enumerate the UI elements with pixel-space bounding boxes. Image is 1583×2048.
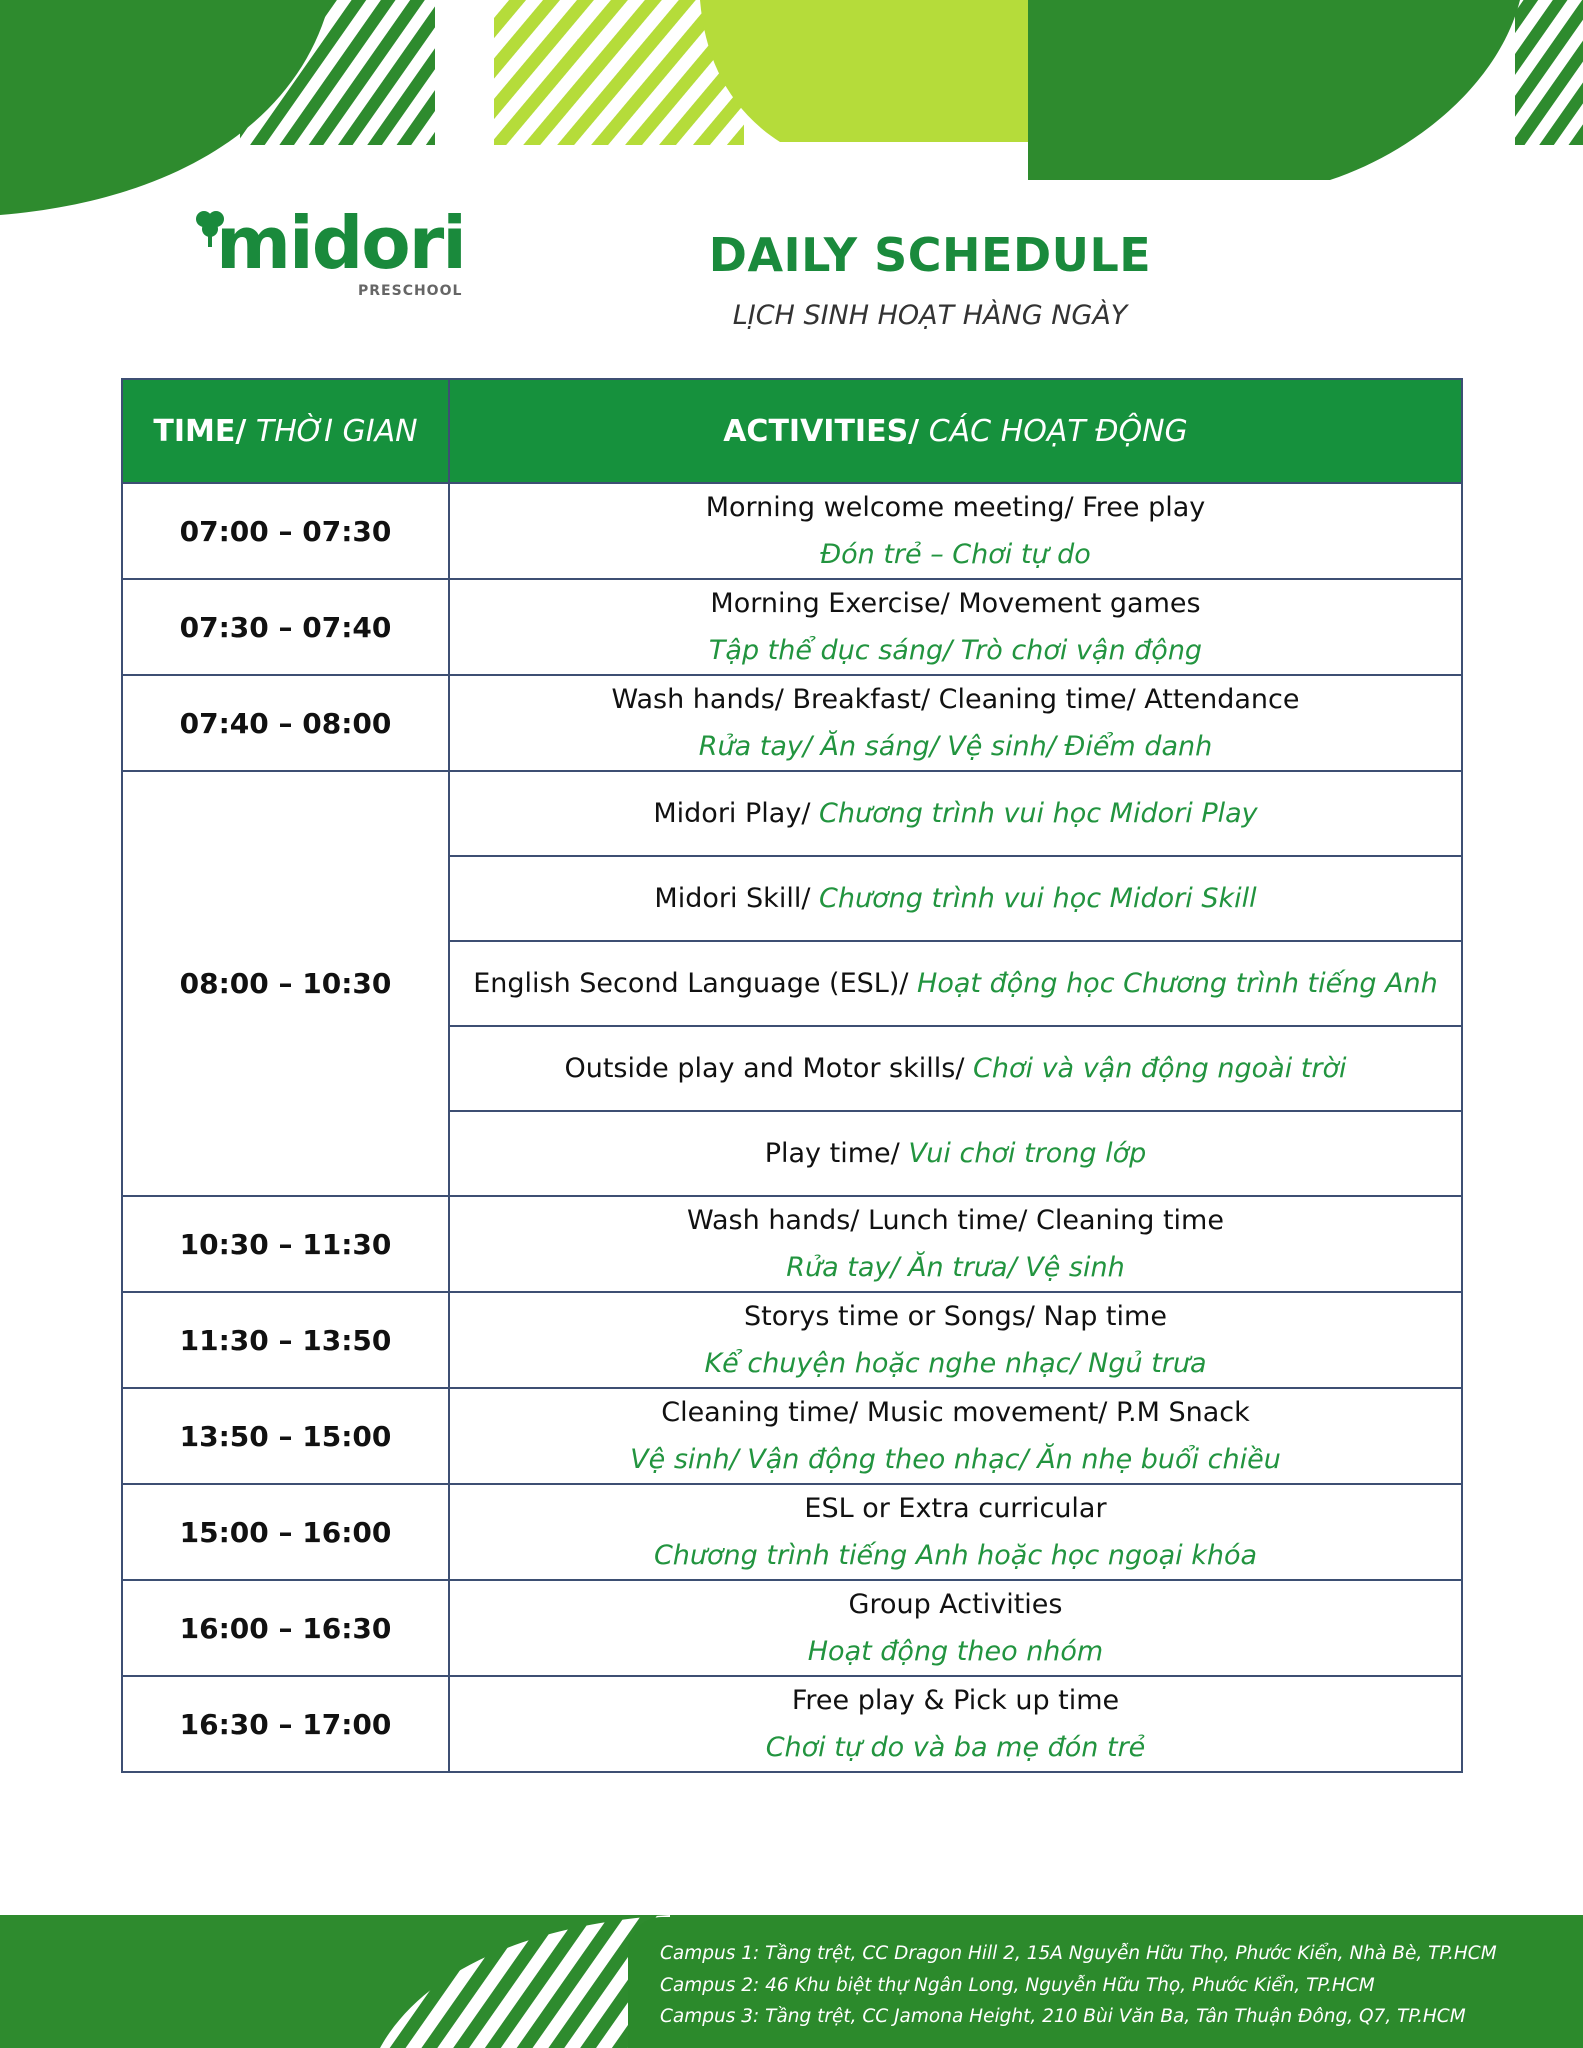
time-cell: 16:00 – 16:30 (122, 1580, 449, 1676)
logo-wordmark: midori (216, 201, 465, 285)
table-row (122, 579, 1462, 675)
time-cell: 15:00 – 16:00 (122, 1484, 449, 1580)
table-row (122, 771, 1462, 856)
campus-list (660, 1938, 1560, 2033)
time-cell: 07:40 – 08:00 (122, 675, 449, 771)
table-row (122, 1292, 1462, 1388)
table-row (122, 675, 1462, 771)
activity-cell: Wash hands/ Lunch time/ Cleaning time Rửa tay/ Ăn trưa/ Vệ sinh (449, 1196, 1462, 1292)
page-title: DAILY SCHEDULE (708, 228, 1152, 282)
time-cell: 11:30 – 13:50 (122, 1292, 449, 1388)
time-cell: 10:30 – 11:30 (122, 1196, 449, 1292)
table-header-row (122, 379, 1462, 483)
time-cell: 13:50 – 15:00 (122, 1388, 449, 1484)
activity-cell: Outside play and Motor skills/ Chơi và vận động ngoài trời (449, 1026, 1462, 1111)
table-row (122, 483, 1462, 579)
campus-2-address: Campus 2: 46 Khu biệt thự Ngân Long, Nguyễn Hữu Thọ, Phước Kiển, TP.HCM (660, 1974, 1375, 1996)
table-row (122, 1388, 1462, 1484)
footer-stripes (340, 1915, 670, 2048)
header-time: TIME/ THỜI GIAN (122, 379, 449, 483)
page-subtitle: LỊCH SINH HOẠT HÀNG NGÀY (732, 300, 1128, 331)
time-cell: 08:00 – 10:30 (122, 771, 449, 1196)
activity-cell: Cleaning time/ Music movement/ P.M Snack Vệ sinh/ Vận động theo nhạc/ Ăn nhẹ buổi chiều (449, 1388, 1462, 1484)
activity-cell: Free play & Pick up time Chơi tự do và ba mẹ đón trẻ (449, 1676, 1462, 1772)
campus-3-address: Campus 3: Tầng trệt, CC Jamona Height, 210 Bùi Văn Ba, Tân Thuận Đông, Q7, TP.HCM (660, 2006, 1466, 2027)
table-row (122, 1580, 1462, 1676)
time-cell: 07:30 – 07:40 (122, 579, 449, 675)
top-decoration (0, 0, 1583, 220)
header-activities: ACTIVITIES/ CÁC HOẠT ĐỘNG (449, 379, 1462, 483)
table-row (122, 1676, 1462, 1772)
activity-cell: Wash hands/ Breakfast/ Cleaning time/ Attendance Rửa tay/ Ăn sáng/ Vệ sinh/ Điểm danh (449, 675, 1462, 771)
time-cell: 07:00 – 07:30 (122, 483, 449, 579)
midori-logo (196, 201, 486, 305)
logo-tagline: PRESCHOOL (358, 283, 463, 299)
activity-cell: Morning welcome meeting/ Free play Đón trẻ – Chơi tự do (449, 483, 1462, 579)
campus-1-address: Campus 1: Tầng trệt, CC Dragon Hill 2, 15A Nguyễn Hữu Thọ, Phước Kiển, Nhà Bè, TP.HCM (660, 1943, 1497, 1964)
activity-cell: ESL or Extra curricular Chương trình tiếng Anh hoặc học ngoại khóa (449, 1484, 1462, 1580)
activity-cell: Group Activities Hoạt động theo nhóm (449, 1580, 1462, 1676)
activity-cell: Midori Play/ Chương trình vui học Midori Play (449, 771, 1462, 856)
activity-cell: English Second Language (ESL)/ Hoạt động học Chương trình tiếng Anh (449, 941, 1462, 1026)
activity-cell: Midori Skill/ Chương trình vui học Midori Skill (449, 856, 1462, 941)
table-row (122, 1196, 1462, 1292)
table-row (122, 1484, 1462, 1580)
activity-cell: Play time/ Vui chơi trong lớp (449, 1111, 1462, 1196)
time-cell: 16:30 – 17:00 (122, 1676, 449, 1772)
activity-cell: Storys time or Songs/ Nap time Kể chuyện hoặc nghe nhạc/ Ngủ trưa (449, 1292, 1462, 1388)
schedule-table (121, 378, 1463, 1773)
activity-cell: Morning Exercise/ Movement games Tập thể dục sáng/ Trò chơi vận động (449, 579, 1462, 675)
